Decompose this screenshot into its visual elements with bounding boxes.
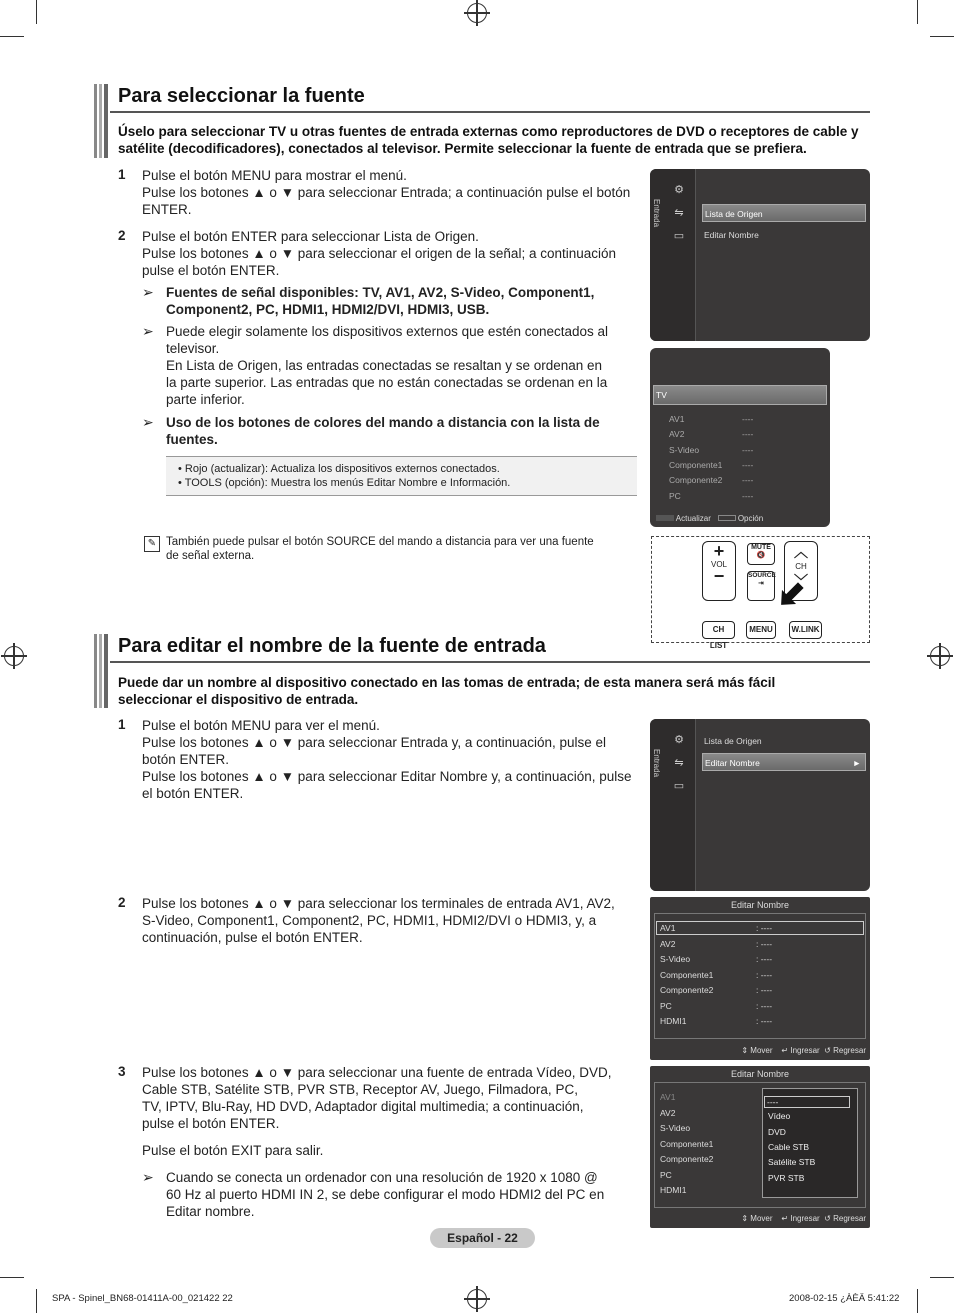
osd-edit-row[interactable]: AV1 <box>660 923 676 933</box>
section-intro: Puede dar un nombre al dispositivo conectado en las tomas de entrada; de esta manera será más fácil seleccionar el dispositivo de entrada. <box>118 675 776 707</box>
section-bar <box>94 84 108 158</box>
osd-option[interactable]: DVD <box>768 1126 786 1137</box>
osd-source-dash: ---- <box>742 444 754 455</box>
osd-side-label: Entrada <box>652 199 661 228</box>
osd-item-editar-nombre[interactable]: Editar Nombre <box>704 230 759 240</box>
osd-source-dash: ---- <box>742 429 754 440</box>
footer-left: SPA - Spinel_BN68-01411A-00_021422 22 <box>52 1293 233 1304</box>
registration-mark-icon <box>467 1289 487 1309</box>
crop-mark <box>930 1277 954 1278</box>
step-number: 3 <box>118 1064 126 1079</box>
osd-input-menu <box>650 169 870 341</box>
osd-footer: ⇕ Mover ↵ Ingresar ↺ Regresar <box>741 1214 866 1223</box>
step-text: Pulse el botón MENU para mostrar el menú. Pulse los botones ▲ o ▼ para seleccionar Entrada; a continuación pulse el botón ENTER. <box>142 168 631 217</box>
crop-mark <box>0 1277 24 1278</box>
osd-option[interactable]: ---- <box>764 1096 850 1108</box>
input-icon: ⇋ <box>674 757 684 769</box>
osd-edit-value: : ---- <box>756 1000 773 1011</box>
osd-source-list <box>650 348 830 527</box>
gear-icon: ⚙ <box>674 184 684 196</box>
input-icon: ⇋ <box>674 207 684 219</box>
osd-option[interactable]: PVR STB <box>768 1172 805 1183</box>
tools-icon: ▭ <box>673 230 685 242</box>
crop-mark <box>0 36 24 37</box>
osd-source-row[interactable]: Componente1 <box>669 459 723 470</box>
osd-title: Editar Nombre <box>730 1069 790 1079</box>
tip-text: También puede pulsar el botón SOURCE del mando a distancia para ver una fuente de señal externa. <box>166 536 594 562</box>
osd-footer: Actualizar Opción <box>656 514 763 523</box>
info-box: • Rojo (actualizar): Actualiza los dispositivos externos conectados. • TOOLS (opción): Muestra los menús Editar Nombre e Información. <box>166 456 637 496</box>
footer-right: 2008-02-15 ¿ÀÈÄ 5:41:22 <box>789 1293 900 1304</box>
osd-source-row[interactable]: AV2 <box>669 429 685 440</box>
section-title: Para seleccionar la fuente <box>118 85 365 107</box>
osd-edit-row[interactable]: AV2 <box>660 1107 676 1118</box>
osd-item-lista-origen[interactable]: Lista de Origen <box>702 204 866 222</box>
registration-mark-icon <box>467 3 487 23</box>
osd-input-menu-edit <box>650 719 870 891</box>
osd-source-row[interactable]: PC <box>669 490 681 501</box>
osd-source-dash: ---- <box>742 459 754 470</box>
crop-mark <box>917 1289 918 1313</box>
osd-edit-row[interactable]: PC <box>660 1169 672 1180</box>
crop-mark <box>36 1289 37 1313</box>
osd-footer: ⇕ Mover ↵ Ingresar ↺ Regresar <box>741 1046 866 1055</box>
osd-edit-row[interactable]: PC <box>660 1000 672 1011</box>
note-arrow-icon: ➢ <box>142 284 154 300</box>
gear-icon: ⚙ <box>674 734 684 746</box>
crop-mark <box>917 0 918 24</box>
osd-edit-row[interactable]: HDMI1 <box>660 1016 687 1026</box>
section-rule <box>110 111 870 113</box>
osd-edit-value: : ---- <box>756 1016 773 1026</box>
osd-edit-row[interactable]: AV1 <box>660 1092 676 1102</box>
note-arrow-icon: ➢ <box>142 414 154 430</box>
osd-option[interactable]: Satélite STB <box>768 1157 816 1168</box>
osd-source-row[interactable]: S-Video <box>669 444 700 455</box>
osd-edit-row[interactable]: S-Video <box>660 1123 691 1133</box>
osd-item-lista-origen[interactable]: Lista de Origen <box>704 736 762 746</box>
osd-edit-row[interactable]: S-Video <box>660 954 691 964</box>
osd-edit-name <box>650 897 870 1060</box>
osd-edit-value: : ---- <box>756 985 773 995</box>
osd-source-row[interactable]: AV1 <box>669 414 685 424</box>
volume-rocker[interactable]: + VOL − <box>702 541 736 601</box>
crop-mark <box>930 36 954 37</box>
osd-edit-row[interactable]: AV2 <box>660 938 676 949</box>
section-rule <box>110 661 870 663</box>
section-title: Para editar el nombre de la fuente de entrada <box>118 635 546 657</box>
chlist-button[interactable]: CH LIST <box>702 621 735 639</box>
menu-button[interactable]: MENU <box>746 621 776 639</box>
step-number: 2 <box>118 895 126 910</box>
step-text: Pulse el botón MENU para ver el menú. Pulse los botones ▲ o ▼ para seleccionar Entrada y, a continuación, pulse el botón ENTER. Pulse los botones ▲ o ▼ para seleccionar Editar Nombre y, a continuación, pulse el botón ENTER. <box>142 718 632 801</box>
step-number: 1 <box>118 167 126 182</box>
osd-side-label: Entrada <box>652 749 661 778</box>
channel-rocker[interactable]: ︿ CH ﹀ <box>784 541 818 601</box>
page-number-badge: Español - 22 <box>430 1228 535 1248</box>
step-text: Pulse los botones ▲ o ▼ para seleccionar los terminales de entrada AV1, AV2, S-Video, Component1, Component2, PC, HDMI1, HDMI2/DVI o HDMI3, y, a continuación, pulse el botón ENTER. <box>142 896 615 945</box>
osd-edit-value: : ---- <box>756 954 773 964</box>
note-text: Puede elegir solamente los dispositivos externos que estén conectados al televisor. En Lista de Origen, las entradas conectadas se resaltan y se ordenan en la parte superior. Las entradas que no están conectadas se ordenan en la parte inferior. <box>166 324 609 407</box>
osd-source-dash: ---- <box>742 490 754 501</box>
osd-edit-row[interactable]: Componente1 <box>660 1138 714 1149</box>
tools-icon: ▭ <box>673 780 685 792</box>
crop-mark <box>36 0 37 24</box>
remote-illustration <box>651 536 870 650</box>
source-button[interactable]: SOURCE ⇥ <box>747 571 775 601</box>
note-text: Fuentes de señal disponibles: TV, AV1, AV2, S-Video, Component1, Component2, PC, HDMI1, HDMI2/DVI, HDMI3, USB. <box>166 285 595 317</box>
osd-source-dash: ---- <box>742 475 754 486</box>
step-number: 2 <box>118 228 126 243</box>
osd-title: Editar Nombre <box>730 900 790 910</box>
section-intro: Úselo para seleccionar TV u otras fuentes de entrada externas como reproductores de DVD o receptores de cable y satélite (decodificadores), conectados al televisor. Permite seleccionar la fuente de entrada que se prefiera. <box>118 124 859 156</box>
note-text: Cuando se conecta un ordenador con una resolución de 1920 x 1080 @ 60 Hz al puerto HDMI IN 2, se debe configurar el modo HDMI2 del PC en Editar nombre. <box>166 1170 605 1219</box>
osd-source-selected[interactable]: TV <box>653 385 827 405</box>
osd-edit-value: : ---- <box>756 969 773 980</box>
osd-edit-row[interactable]: Componente2 <box>660 985 714 995</box>
note-icon: ✎ <box>144 536 160 552</box>
note-text: Uso de los botones de colores del mando a distancia con la lista de fuentes. <box>166 415 600 447</box>
note-arrow-icon: ➢ <box>142 323 154 339</box>
registration-mark-icon <box>930 646 950 666</box>
exit-text: Pulse el botón EXIT para salir. <box>142 1143 324 1158</box>
osd-edit-row[interactable]: Componente2 <box>660 1154 714 1164</box>
osd-source-dash: ---- <box>742 414 754 424</box>
mute-button[interactable]: MUTE 🔇 <box>747 543 775 565</box>
wlink-button[interactable]: W.LINK <box>789 621 822 639</box>
note-arrow-icon: ➢ <box>142 1169 154 1185</box>
step-text: Pulse el botón ENTER para seleccionar Lista de Origen. Pulse los botones ▲ o ▼ para seleccionar el origen de la señal; a continuación pulse el botón ENTER. <box>142 229 617 278</box>
osd-edit-name-options <box>650 1066 870 1228</box>
osd-source-row[interactable]: Componente2 <box>669 475 723 486</box>
osd-edit-row[interactable]: Componente1 <box>660 969 714 980</box>
section-bar <box>94 634 108 708</box>
osd-edit-value: : ---- <box>756 923 773 933</box>
osd-item-editar-nombre[interactable]: Editar Nombre ► <box>702 753 866 771</box>
osd-option[interactable]: Vídeo <box>768 1111 791 1122</box>
step-number: 1 <box>118 717 126 732</box>
osd-row-highlight <box>656 921 864 935</box>
osd-edit-row[interactable]: HDMI1 <box>660 1185 687 1195</box>
registration-mark-icon <box>4 646 24 666</box>
step-text: Pulse los botones ▲ o ▼ para seleccionar una fuente de entrada Vídeo, DVD, Cable STB, Satélite STB, PVR STB, Receptor AV, Juego, Filmadora, PC, TV, IPTV, Blu-Ray, HD DVD, Adaptador digital multimedia; a continuación, pulse el botón ENTER. <box>142 1065 612 1131</box>
osd-option[interactable]: Cable STB <box>768 1141 810 1152</box>
osd-edit-value: : ---- <box>756 938 773 949</box>
